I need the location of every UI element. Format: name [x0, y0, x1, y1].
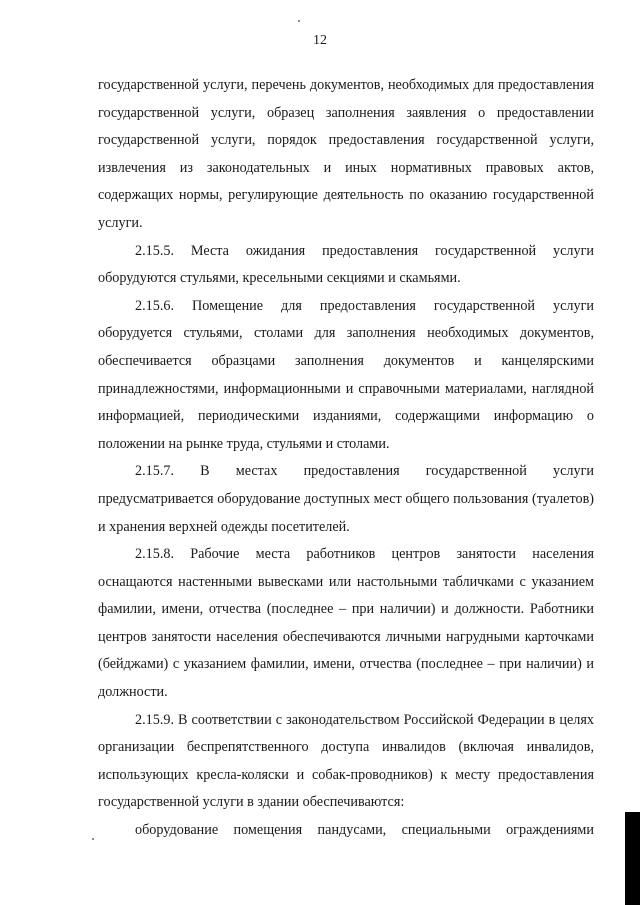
paragraph-2-15-8: 2.15.8. Рабочие места работников центров занятости населения оснащаются настенными вывесками или настольными табличками с указанием фамилии, имени, отчества (последнее – при наличии) и должности. Работники центров занятости населения обеспечиваются личными нагрудными карточками (бейджами) с указанием фамилии, имени, отчества (последнее – при наличии) и должности.	[98, 546, 594, 701]
paragraph-2-15-5: 2.15.5. Места ожидания предоставления государственной услуги оборудуются стульями, кресельными секциями и скамьями.	[98, 242, 594, 287]
paragraph-equipment-partial: оборудование помещения пандусами, специальными ограждениями	[135, 822, 594, 839]
scan-edge-bar	[625, 812, 640, 905]
page-number: 12	[313, 33, 327, 48]
scan-dot	[298, 20, 300, 22]
paragraph-2-15-7: 2.15.7. В местах предоставления государственной услуги предусматривается оборудование доступных мест общего пользования (туалетов) и хранения верхней одежды посетителей.	[98, 463, 594, 535]
paragraph-2-15-6: 2.15.6. Помещение для предоставления государственной услуги оборудуется стульями, столами для заполнения необходимых документов, обеспечивается образцами заполнения документов и канцелярскими принадлежностями, информационными и справочными материалами, наглядной информацией, периодическими изданиями, содержащими информацию о положении на рынке труда, стульями и столами.	[98, 297, 594, 452]
paragraph-continuation: государственной услуги, перечень документов, необходимых для предоставления государственной услуги, образец заполнения заявления о предоставлении государственной услуги, порядок предоставления государственной услуги, извлечения из законодательных и иных нормативных правовых актов, содержащих нормы, регулирующие деятельность по оказанию государственной услуги.	[98, 77, 594, 231]
paragraph-2-15-9: 2.15.9. В соответствии с законодательством Российской Федерации в целях организации беспрепятственного доступа инвалидов (включая инвалидов, использующих кресла-коляски и собак-проводников) к месту предоставления государственной услуги в здании обеспечиваются:	[98, 711, 594, 811]
scan-dot	[92, 838, 94, 840]
document-body	[98, 72, 594, 845]
